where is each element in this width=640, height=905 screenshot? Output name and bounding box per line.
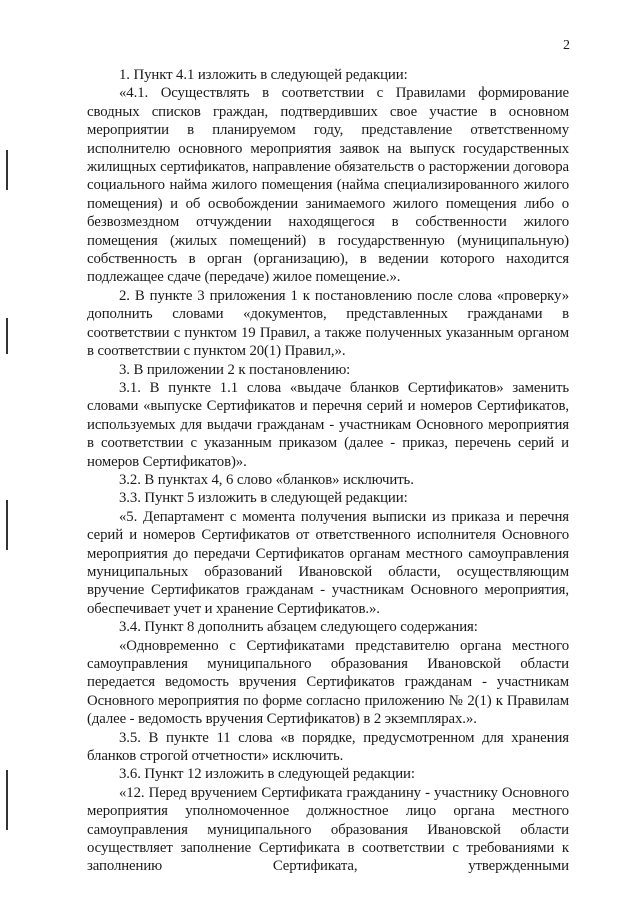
paragraph-8-quote: «Одновременно с Сертификатами представителю органа местного самоуправления муниципального образования Ивановской области передается ведомость вручения Сертификатов гражданам - участникам Основного мероприятия по форме согласно приложению № 2(1) к Правилам (далее - ведомость вручения Сертификатов) в 2 экземплярах.». — [87, 637, 569, 728]
margin-bar — [6, 500, 8, 550]
paragraph-1: 1. Пункт 4.1 изложить в следующей редакции: — [119, 67, 408, 83]
paragraph-3-1: 3.1. В пункте 1.1 слова «выдаче бланков Сертификатов» заменить словами «выпуске Сертификатов и перечня серий и номеров Сертификатов, используемых для выдачи гражданам - участникам Основного мероприятия в соответствии с указанным приказом (далее - приказ, перечень серий и номеров Сертификатов)». — [87, 379, 569, 470]
margin-bar — [6, 770, 8, 830]
paragraph-3-2: 3.2. В пунктах 4, 6 слово «бланков» исключить. — [119, 471, 414, 488]
paragraph-3-6: 3.6. Пункт 12 изложить в следующей редакции: — [119, 766, 415, 783]
paragraph-12-quote: «12. Перед вручением Сертификата гражданину - участнику Основного мероприятия уполномоченное должностное лицо органа местного самоуправления муниципального образования Ивановской области осуществляет заполнение Сертификата в соответствии с требованиями к заполнению Сертификата, утвержденными — [87, 784, 569, 875]
margin-bar — [6, 150, 8, 190]
paragraph-3: 3. В приложении 2 к постановлению: — [119, 361, 351, 378]
paragraph-3-4: 3.4. Пункт 8 дополнить абзацем следующего содержания: — [119, 619, 478, 636]
paragraph-3-5: 3.5. В пункте 11 слова «в порядке, предусмотренном для хранения бланков строгой отчетности» исключить. — [87, 729, 569, 765]
margin-bar — [6, 318, 8, 354]
document-body — [87, 66, 569, 876]
paragraph-4-1: «4.1. Осуществлять в соответствии с Правилами формирование сводных списков граждан, подтвердивших свое участие в основном мероприятии в планируемом году, представление ответственному исполнителю основного мероприятия заявок на выпуск государственных жилищных сертификатов, направление обязательств о расторжении договора социального найма жилого помещения (найма специализированного жилого помещения) и об освобождении занимаемого жилого помещения либо о безвозмездном отчуждении находящегося в собственности жилого помещения (жилых помещений) в государственную (муниципальную) собственность в орган (организацию), в ведении которого находится подлежащее сдаче (передаче) жилое помещение.». — [87, 85, 569, 286]
paragraph-2: 2. В пункте 3 приложения 1 к постановлению после слова «проверку» дополнить словами «документов, представленных гражданами в соответствии с пунктом 19 Правил, а также полученных указанным органом в соответствии с пунктом 20(1) Правил,». — [87, 287, 569, 360]
paragraph-3-3: 3.3. Пункт 5 изложить в следующей редакции: — [119, 490, 408, 507]
page-number: 2 — [563, 38, 570, 53]
paragraph-5-quote: «5. Департамент с момента получения выписки из приказа и перечня серий и номеров Сертификатов от ответственного исполнителя Основного мероприятия до передачи Сертификатов органам местного самоуправления муниципальных образований Ивановской области, осуществляющим вручение Сертификатов гражданам - участникам Основного мероприятия, обеспечивает учет и хранение Сертификатов.». — [87, 508, 569, 617]
